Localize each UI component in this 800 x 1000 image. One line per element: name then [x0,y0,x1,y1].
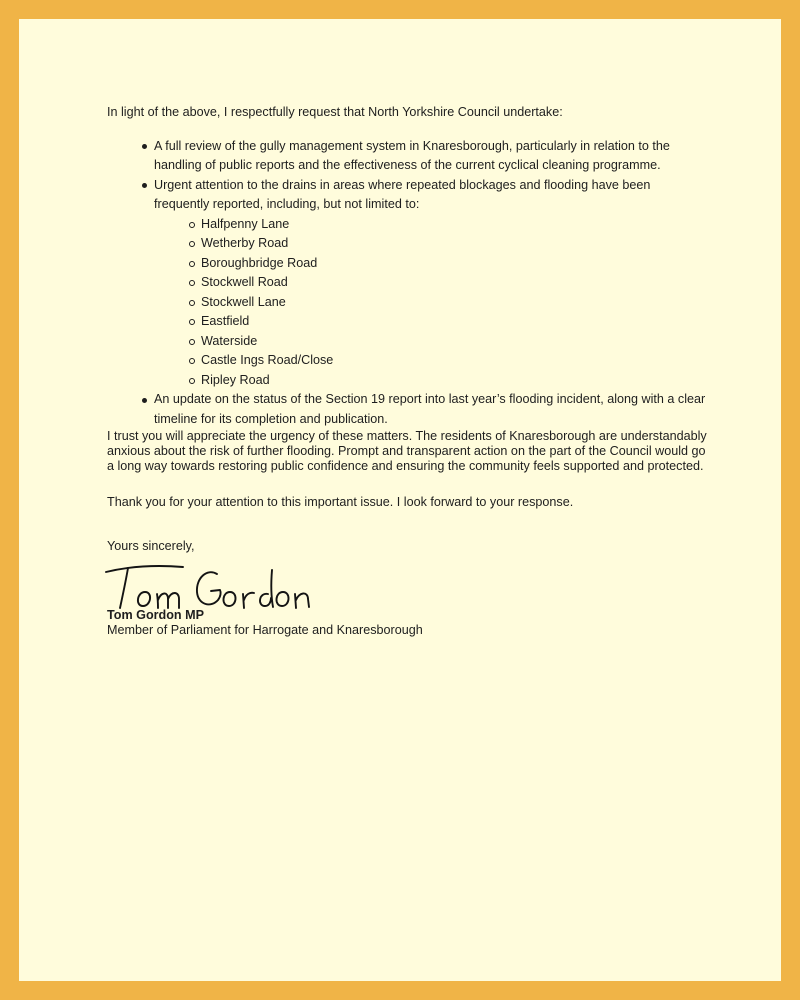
letter-body [107,103,707,638]
location-item: Boroughbridge Road [201,254,707,274]
location-item: Stockwell Lane [201,293,707,313]
location-item: Castle Ings Road/Close [201,351,707,371]
location-item: Halfpenny Lane [201,215,707,235]
letter-page [19,19,781,981]
request-list [107,137,707,430]
thanks-paragraph: Thank you for your attention to this important issue. I look forward to your response. [107,495,574,509]
location-list [154,215,707,391]
request-item: A full review of the gully management system in Knaresborough, particularly in relation to the handling of public reports and the effectiveness of the current cyclical cleaning programme. [154,137,707,176]
location-item: Ripley Road [201,371,707,391]
location-item: Eastfield [201,312,707,332]
intro-paragraph: In light of the above, I respectfully request that North Yorkshire Council undertake: [107,105,563,119]
request-item [154,176,707,391]
request-item: An update on the status of the Section 19 report into last year’s flooding incident, along with a clear timeline for its completion and publication. [154,390,707,429]
location-item: Waterside [201,332,707,352]
signer-name: Tom Gordon MP [107,608,205,622]
location-item: Stockwell Road [201,273,707,293]
signer-role: Member of Parliament for Harrogate and Knaresborough [107,623,423,637]
closing-line: Yours sincerely, [107,538,195,553]
urgency-paragraph: I trust you will appreciate the urgency of these matters. The residents of Knaresborough are understandably anxious about the risk of further flooding. Prompt and transparent action on the part of the Council would go a long way towards restoring public confidence and ensuring the community feels supported and protected. [107,429,707,473]
request-item-text: Urgent attention to the drains in areas where repeated blockages and flooding have been frequently reported, including, but not limited to: [154,177,651,211]
signature-image [101,558,321,614]
location-item: Wetherby Road [201,234,707,254]
